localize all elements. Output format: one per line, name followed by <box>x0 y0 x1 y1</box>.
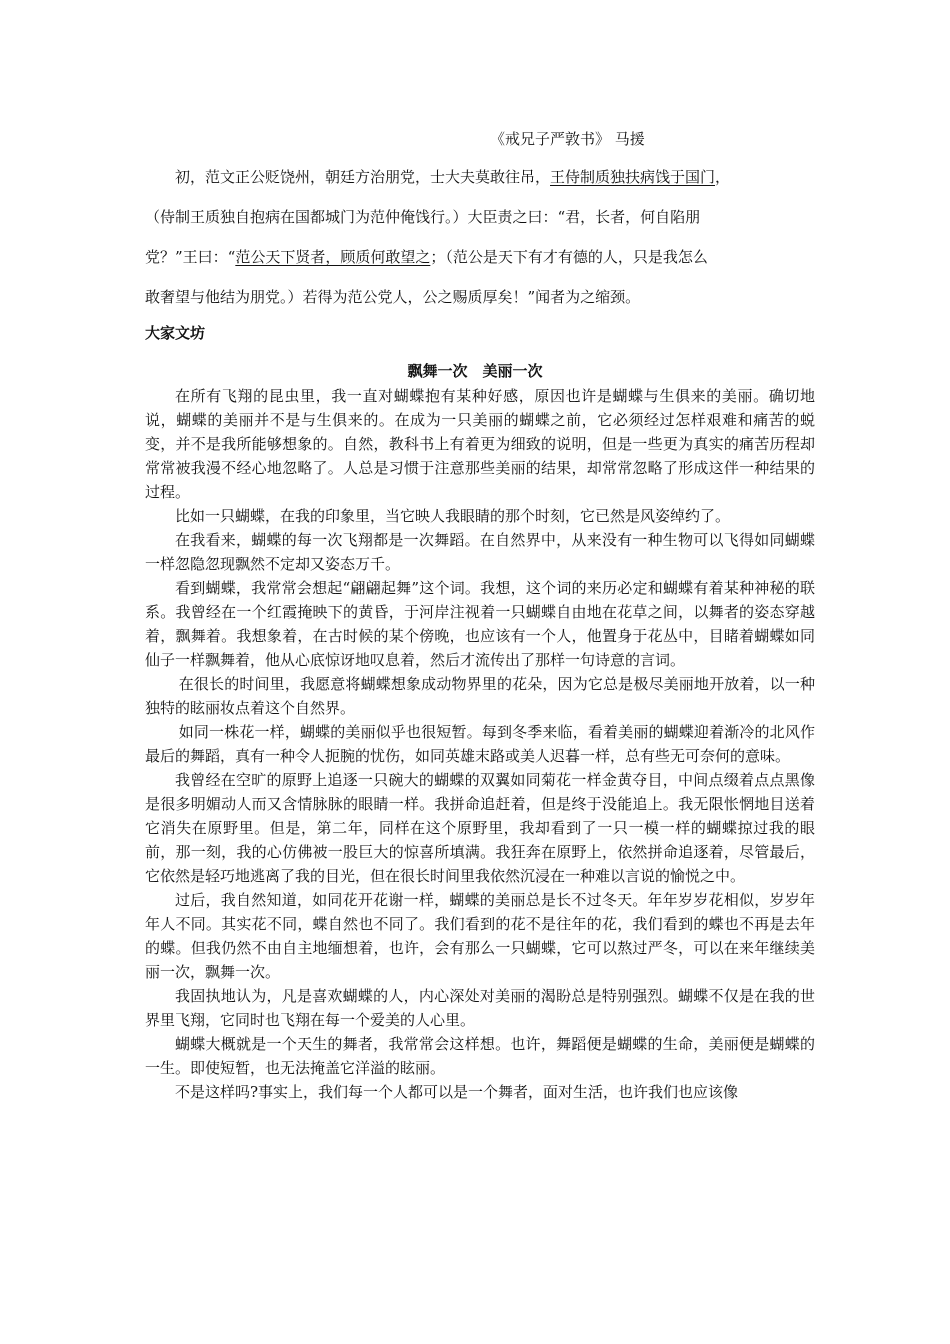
essay-paragraph-10: 蝴蝶大概就是一个天生的舞者，我常常会这样想。也许，舞蹈便是蝴蝶的生命，美丽便是蝴蝶的一生。即使短暂，也无法掩盖它洋溢的眩丽。 <box>145 1035 815 1077</box>
essay-body <box>145 384 815 1104</box>
excerpt-line-1-text: 初，范文正公贬饶州，朝廷方治朋党，士大夫莫敢往吊， <box>175 168 551 186</box>
essay-paragraph-7: 我曾经在空旷的原野上追逐一只碗大的蝴蝶的双翼如同菊花一样金黄夺目，中间点缀着点点黑像是很多明媚动人而又含情脉脉的眼睛一样。我拼命追赶着，但是终于没能追上。我无限怅惘地目送着它消失在原野里。但是，第二年，同样在这个原野里，我却看到了一只一模一样的蝴蝶掠过我的眼前，那一刻，我的心仿佛被一股巨大的惊喜所填满。我狂奔在原野上，依然拼命追逐着，尽管最后，它依然是轻巧地逃离了我的目光，但在很长时间里我依然沉浸在一种难以言说的愉悦之中。 <box>145 771 815 885</box>
excerpt-underlined-1: 王侍制质独扶病饯于国门 <box>550 168 716 186</box>
excerpt-line-2: （侍制王质独自抱病在国都城门为范仲俺饯行。）大臣责之曰：“君，长者，何自陷朋 <box>145 208 701 226</box>
essay-paragraph-3: 在我看来，蝴蝶的每一次飞翔都是一次舞蹈。在自然界中，从来没有一种生物可以飞得如同蝴蝶一样忽隐忽现飘然不定却又姿态万千。 <box>145 531 815 573</box>
section-heading: 大家文坊 <box>145 324 206 342</box>
excerpt-line-1 <box>145 158 815 196</box>
essay-paragraph-9: 我固执地认为，凡是喜欢蝴蝶的人，内心深处对美丽的渴盼总是特别强烈。蝴蝶不仅是在我的世界里飞翔，它同时也飞翔在每一个爱美的人心里。 <box>145 987 815 1029</box>
essay-paragraph-4: 看到蝴蝶，我常常会想起“翩翩起舞”这个词。我想，这个词的来历必定和蝴蝶有着某种神秘的联系。我曾经在一个红霞掩映下的黄昏，于河岸注视着一只蝴蝶自由地在花草之间，以舞者的姿态穿越着，飘舞着。我想象着，在古时候的某个傍晚，也应该有一个人，他置身于花丛中，目睹着蝴蝶如同仙子一样飘舞着，他从心底惊讶地叹息着，然后才流传出了那样一句诗意的言词。 <box>145 579 815 669</box>
essay-paragraph-11: 不是这样吗?事实上，我们每一个人都可以是一个舞者，面对生活，也许我们也应该像 <box>175 1083 739 1101</box>
essay-paragraph-2: 比如一只蝴蝶，在我的印象里，当它映人我眼睛的那个时刻，它已然是风姿绰约了。 <box>175 507 731 525</box>
essay-title: 飘舞一次 美丽一次 <box>407 362 543 380</box>
excerpt-line-3 <box>145 238 815 276</box>
essay-paragraph-6: 如同一株花一样，蝴蝶的美丽似乎也很短暂。每到冬季来临，看着美丽的蝴蝶迎着渐冷的北风作最后的舞蹈，真有一种令人扼腕的忧伤，如同英雄末路或美人迟暮一样，总有些无可奈何的意味。 <box>145 723 815 765</box>
essay-paragraph-1: 在所有飞翔的昆虫里，我一直对蝴蝶抱有某种好感，原因也许是蝴蝶与生俱来的美丽。确切地说，蝴蝶的美丽并不是与生俱来的。在成为一只美丽的蝴蝶之前，它必须经过怎样艰难和痛苦的蜕变，并不是我所能够想象的。自然，教科书上有着更为细致的说明，但是一些更为真实的痛苦历程却常常被我漫不经心地忽略了。人总是习惯于注意那些美丽的结果，却常常忽略了形成这伴一种结果的过程。 <box>145 387 815 501</box>
essay-paragraph-5: 在很长的时间里，我愿意将蝴蝶想象成动物界里的花朵，因为它总是极尽美丽地开放着，以一种独特的眩丽妆点着这个自然界。 <box>145 675 815 717</box>
excerpt-line-3-text: 党？”王曰：“ <box>145 248 236 266</box>
excerpt-line-3-end: ；（范公是天下有才有德的人，只是我怎么 <box>430 248 708 266</box>
excerpt-underlined-2: 范公天下贤者，顾质何敢望之 <box>235 248 431 266</box>
excerpt-title: 《戒兄子严敦书》 马援 <box>490 130 645 148</box>
essay-paragraph-8: 过后，我自然知道，如同花开花谢一样，蝴蝶的美丽总是长不过冬天。年年岁岁花相似，岁岁年年人不同。其实花不同，蝶自然也不同了。我们看到的花不是往年的花，我们看到的蝶也不再是去年的蝶。但我仍然不由自主地缅想着，也许，会有那么一只蝴蝶，它可以熬过严冬，可以在来年继续美丽一次，飘舞一次。 <box>145 891 815 981</box>
excerpt-line-1-end: ， <box>715 168 731 186</box>
excerpt-line-4: 敢奢望与他结为朋党。）若得为范公党人，公之赐质厚矣！”闻者为之缩颈。 <box>145 288 641 306</box>
